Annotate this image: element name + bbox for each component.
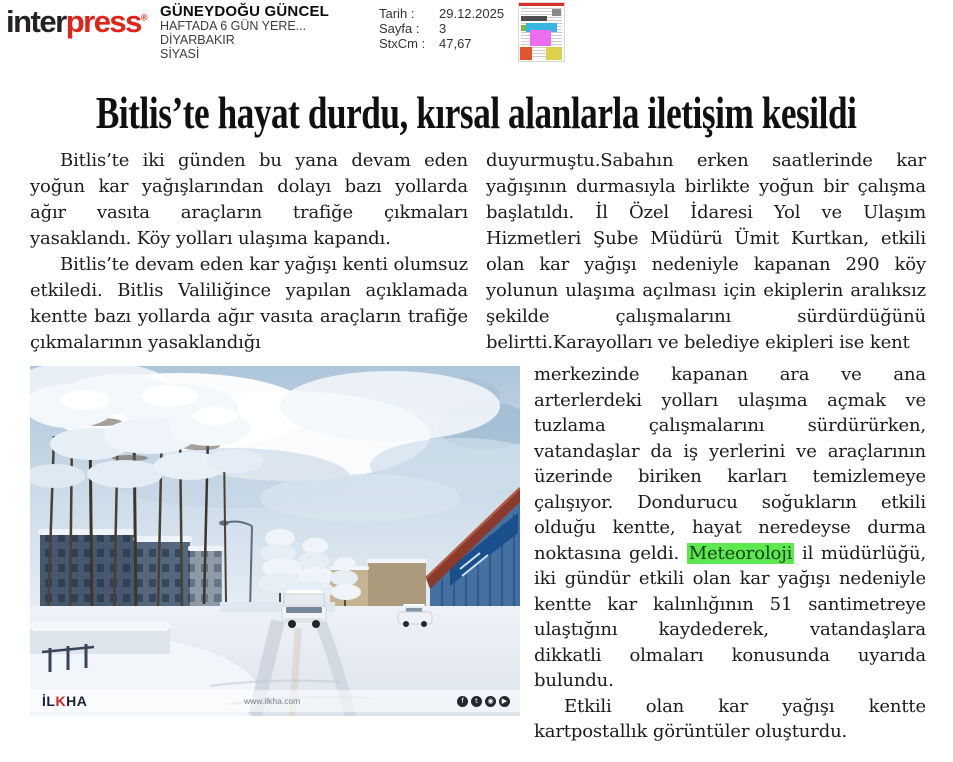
logo-text-black: inter xyxy=(6,4,66,39)
page-thumbnail xyxy=(519,3,564,61)
youtube-icon: ▶ xyxy=(499,696,510,707)
ilkha-logo-post: HA xyxy=(66,693,88,709)
registered-mark-icon: ® xyxy=(140,12,148,23)
highlighted-keyword: Meteoroloji xyxy=(688,542,793,564)
thumb-headline-block xyxy=(521,16,547,21)
clip-metadata xyxy=(379,6,504,51)
article-headline-row xyxy=(0,86,953,139)
ilkha-logo-pre: İL xyxy=(42,693,56,709)
social-icons xyxy=(457,696,510,707)
paragraph-text: il müdürlüğü, iki gündür etkili olan kar yağışı nedeniyle kentte kar kalınlığının 51 santimetreye ulaştığını kaydederek, vatandaşlara dikkatli olmaları konusunda uyarıda bulundu. xyxy=(534,542,926,691)
date-value: 29.12.2025 xyxy=(439,6,505,21)
ilkha-logo xyxy=(42,693,87,709)
article-headline: Bitlis’te hayat durdu, kırsal alanlarla iletişim kesildi xyxy=(96,87,857,139)
publication-name: GÜNEYDOĞU GÜNCEL xyxy=(160,3,330,20)
date-label: Tarih : xyxy=(379,6,415,21)
article-right-column-beside-photo xyxy=(534,362,926,745)
page-label: Sayfa : xyxy=(379,21,420,36)
paragraph xyxy=(534,362,926,694)
publication-city: DİYARBAKIR xyxy=(160,33,235,47)
photo-website-url: www.ilkha.com xyxy=(244,696,301,706)
thumb-highlight-green xyxy=(521,25,526,31)
stxcm-label: StxCm : xyxy=(379,36,426,51)
publication-category: SİYASİ xyxy=(160,47,200,61)
paragraph: Bitlis’te devam eden kar yağışı kenti olumsuz etkiledi. Bitlis Valiliğince yapılan açıklamada kentte bazı yollarda ağır vasıta araçların trafiğe çıkmalarının yasaklandığı xyxy=(30,254,468,353)
paragraph: Bitlis’te iki günden bu yana devam eden yoğun kar yağışlarından dolayı bazı yollarda ağır vasıta araçların trafiğe çıkmaları yasaklandı. Köy yolları ulaşıma kapandı. xyxy=(30,150,468,249)
stxcm-value: 47,67 xyxy=(439,36,472,51)
snowy-street-photo xyxy=(30,366,520,716)
publication-frequency: HAFTADA 6 GÜN YERE... xyxy=(160,19,307,33)
white-van xyxy=(282,590,326,628)
thumb-highlight-orange xyxy=(520,47,532,60)
logo-text-red: press xyxy=(65,4,141,39)
thumb-masthead-bar xyxy=(519,3,564,6)
page-value: 3 xyxy=(439,21,447,36)
paragraph-text: merkezinde kapanan ara ve ana arterlerdeki yolları ulaşıma açmak ve tuzlama çalışmalarını sürdürürken, vatandaşlar da iş yerlerini ve araçlarının üzerinde biriken karları temizlemeye çalışıyor. Dondurucu soğukların etkili olduğu kentte, hayat neredeyse durma noktasına geldi. xyxy=(534,364,926,564)
paragraph: duyurmuştu.Sabahın erken saatlerinde kar yağışının durmasıyla birlikte yoğun bir çalışma başlatıldı. İl Özel İdaresi Yol ve Ulaşım Hizmetleri Şube Müdürü Ümit Kurtkan, etkili olan kar yağışı nedeniyle kapanan 290 köy yolunun ulaşıma açılması için ekiplerin aralıksız şekilde çalışmalarını sürdürdüğünü belirtti.Karayolları ve belediye ekipleri ise kent xyxy=(486,150,926,353)
thumb-photo-block xyxy=(552,9,561,16)
thumb-highlight-yellow xyxy=(546,47,562,60)
instagram-icon: ◉ xyxy=(485,696,496,707)
publication-info xyxy=(160,5,329,61)
photo-watermark-bar xyxy=(30,690,520,712)
interpress-logo xyxy=(6,4,148,40)
article-left-column xyxy=(30,148,468,356)
facebook-icon: f xyxy=(457,696,468,707)
twitter-icon: t xyxy=(471,696,482,707)
paragraph: Etkili olan kar yağışı kentte kartpostallık görüntüler oluşturdu. xyxy=(534,695,926,742)
thumb-highlight-magenta xyxy=(530,30,551,46)
foreground-railing xyxy=(42,644,94,672)
article-right-column-top xyxy=(486,148,926,356)
article-photo xyxy=(30,366,520,716)
ilkha-logo-mark: K xyxy=(55,693,67,709)
